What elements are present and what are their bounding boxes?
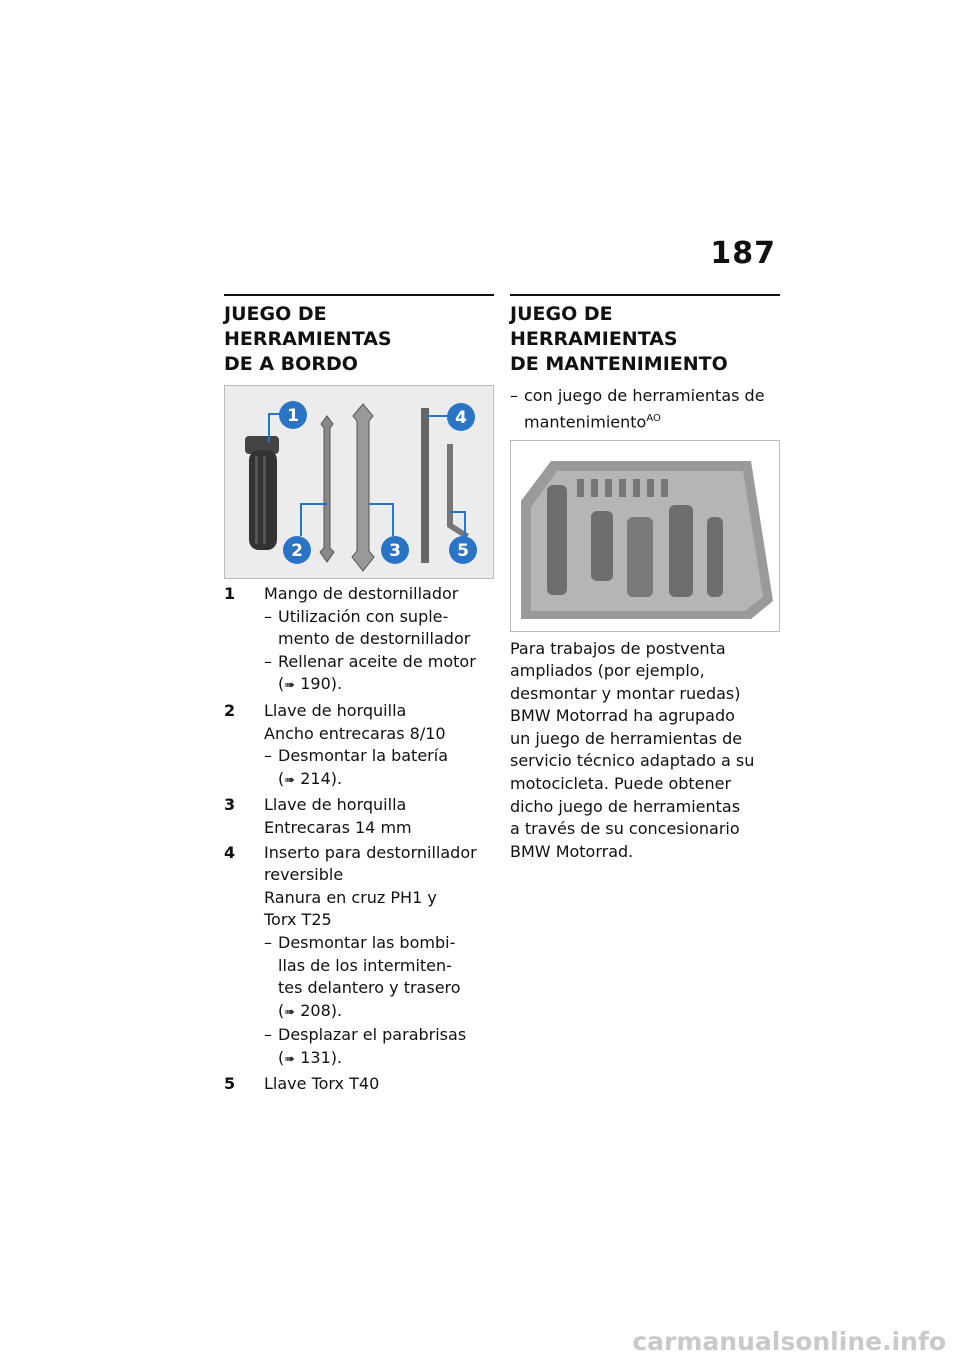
tool-list: [224, 583, 494, 1096]
callout-1: [279, 401, 307, 429]
paragraph-line: a través de su concesionario: [510, 819, 740, 839]
paragraph-line: un juego de herramientas de: [510, 728, 743, 748]
page-reference-link[interactable]: (➠ 131).: [278, 1047, 343, 1067]
item-spec: Ancho entrecaras 8/10: [264, 723, 446, 743]
left-column: [224, 294, 494, 1096]
usage-text: tes delantero y trasero: [278, 978, 461, 998]
item-number: 4: [224, 842, 236, 862]
paragraph-line: ampliados (por ejemplo,: [510, 661, 705, 681]
reference-arrow-icon: ➠: [284, 678, 296, 694]
dash: –: [264, 1025, 272, 1045]
usage-line: [264, 606, 494, 651]
paragraph-line: servicio técnico adaptado a su: [510, 751, 755, 771]
option-superscript: AO: [646, 412, 661, 424]
note-text: mantenimiento$^{AO}$: [524, 411, 661, 431]
item-spec: Ranura en cruz PH1 y: [264, 887, 437, 907]
tool-item-5: [224, 1073, 494, 1096]
heading-rule: [224, 294, 494, 296]
reference-arrow-icon: ➠: [284, 1004, 296, 1020]
heading-rule: [510, 294, 780, 296]
item-title: Llave de horquilla: [264, 795, 407, 815]
paragraph-line: dicho juego de herramientas: [510, 796, 741, 816]
usage-text: Rellenar aceite de motor: [278, 651, 476, 671]
paragraph-line: Para trabajos de postventa: [510, 638, 726, 658]
page-reference-link[interactable]: (➠ 208).: [278, 1000, 343, 1020]
dash: –: [510, 386, 518, 405]
maintenance-toolkit-figure: [510, 440, 780, 632]
callout-4: [447, 403, 475, 431]
tool-item-4: [224, 842, 494, 1072]
usage-text: Utilización con suple-: [278, 606, 449, 626]
callout-3: [381, 536, 409, 564]
maintenance-toolkit-illustration: [511, 441, 779, 631]
dash: –: [264, 746, 272, 766]
paragraph-line: motocicleta. Puede obtener: [510, 774, 732, 794]
paragraph-line: BMW Motorrad.: [510, 841, 634, 861]
item-number: 1: [224, 584, 236, 603]
callout-2: [283, 536, 311, 564]
usage-text: Desplazar el parabrisas: [278, 1025, 467, 1045]
tool-item-2: [224, 700, 494, 792]
note-text: con juego de herramientas de: [524, 386, 765, 405]
equipment-note: [510, 385, 780, 434]
heading-line: DE A BORDO: [224, 353, 358, 375]
usage-text: mento de destornillador: [278, 629, 471, 649]
reference-arrow-icon: ➠: [284, 1051, 296, 1067]
item-title: Inserto para destornillador: [264, 842, 477, 862]
paragraph-line: BMW Motorrad ha agrupado: [510, 706, 735, 726]
svg-text:1: 1: [287, 406, 299, 426]
svg-text:2: 2: [291, 541, 303, 561]
usage-line: [264, 745, 494, 792]
svg-text:3: 3: [389, 541, 401, 561]
page-number: 187: [710, 236, 776, 271]
item-title: Llave de horquilla: [264, 700, 407, 720]
note-line: [510, 385, 780, 434]
item-title: Mango de destornillador: [264, 584, 459, 603]
dash: –: [264, 932, 272, 952]
item-title: reversible: [264, 865, 344, 885]
item-spec: Torx T25: [264, 910, 332, 930]
page-reference-link[interactable]: (➠ 214).: [278, 768, 343, 788]
callout-5: [449, 536, 477, 564]
item-number: 5: [224, 1074, 236, 1094]
dash: –: [264, 606, 272, 626]
item-number: 3: [224, 795, 236, 815]
usage-line: [264, 651, 494, 698]
dash: –: [264, 651, 272, 671]
heading-line: JUEGO DE HERRAMIENTAS: [510, 303, 678, 350]
section-heading-maintenance-toolkit: [510, 302, 780, 377]
onboard-toolkit-figure: [224, 385, 494, 579]
usage-line: [264, 932, 494, 1024]
usage-text: Desmontar las bombi-: [278, 932, 456, 952]
item-title: Llave Torx T40: [264, 1074, 380, 1094]
reference-arrow-icon: ➠: [284, 772, 296, 788]
item-number: 2: [224, 700, 236, 720]
page-reference-link[interactable]: (➠ 190).: [278, 674, 343, 694]
usage-text: llas de los intermiten-: [278, 955, 452, 975]
callout-layer: [225, 386, 493, 578]
svg-text:5: 5: [457, 541, 469, 561]
item-spec: Entrecaras 14 mm: [264, 817, 412, 837]
heading-line: JUEGO DE HERRAMIENTAS: [224, 303, 392, 350]
right-column: [510, 294, 780, 863]
heading-line: DE MANTENIMIENTO: [510, 353, 728, 375]
tool-item-1: [224, 583, 494, 698]
section-heading-onboard-toolkit: [224, 302, 494, 377]
tool-item-3: [224, 794, 494, 839]
usage-line: [264, 1024, 494, 1071]
usage-text: Desmontar la batería: [278, 746, 448, 766]
svg-text:4: 4: [455, 408, 467, 428]
maintenance-paragraph: [510, 638, 780, 864]
watermark: carmanualsonline.info: [632, 1327, 946, 1356]
paragraph-line: desmontar y montar ruedas): [510, 683, 741, 703]
